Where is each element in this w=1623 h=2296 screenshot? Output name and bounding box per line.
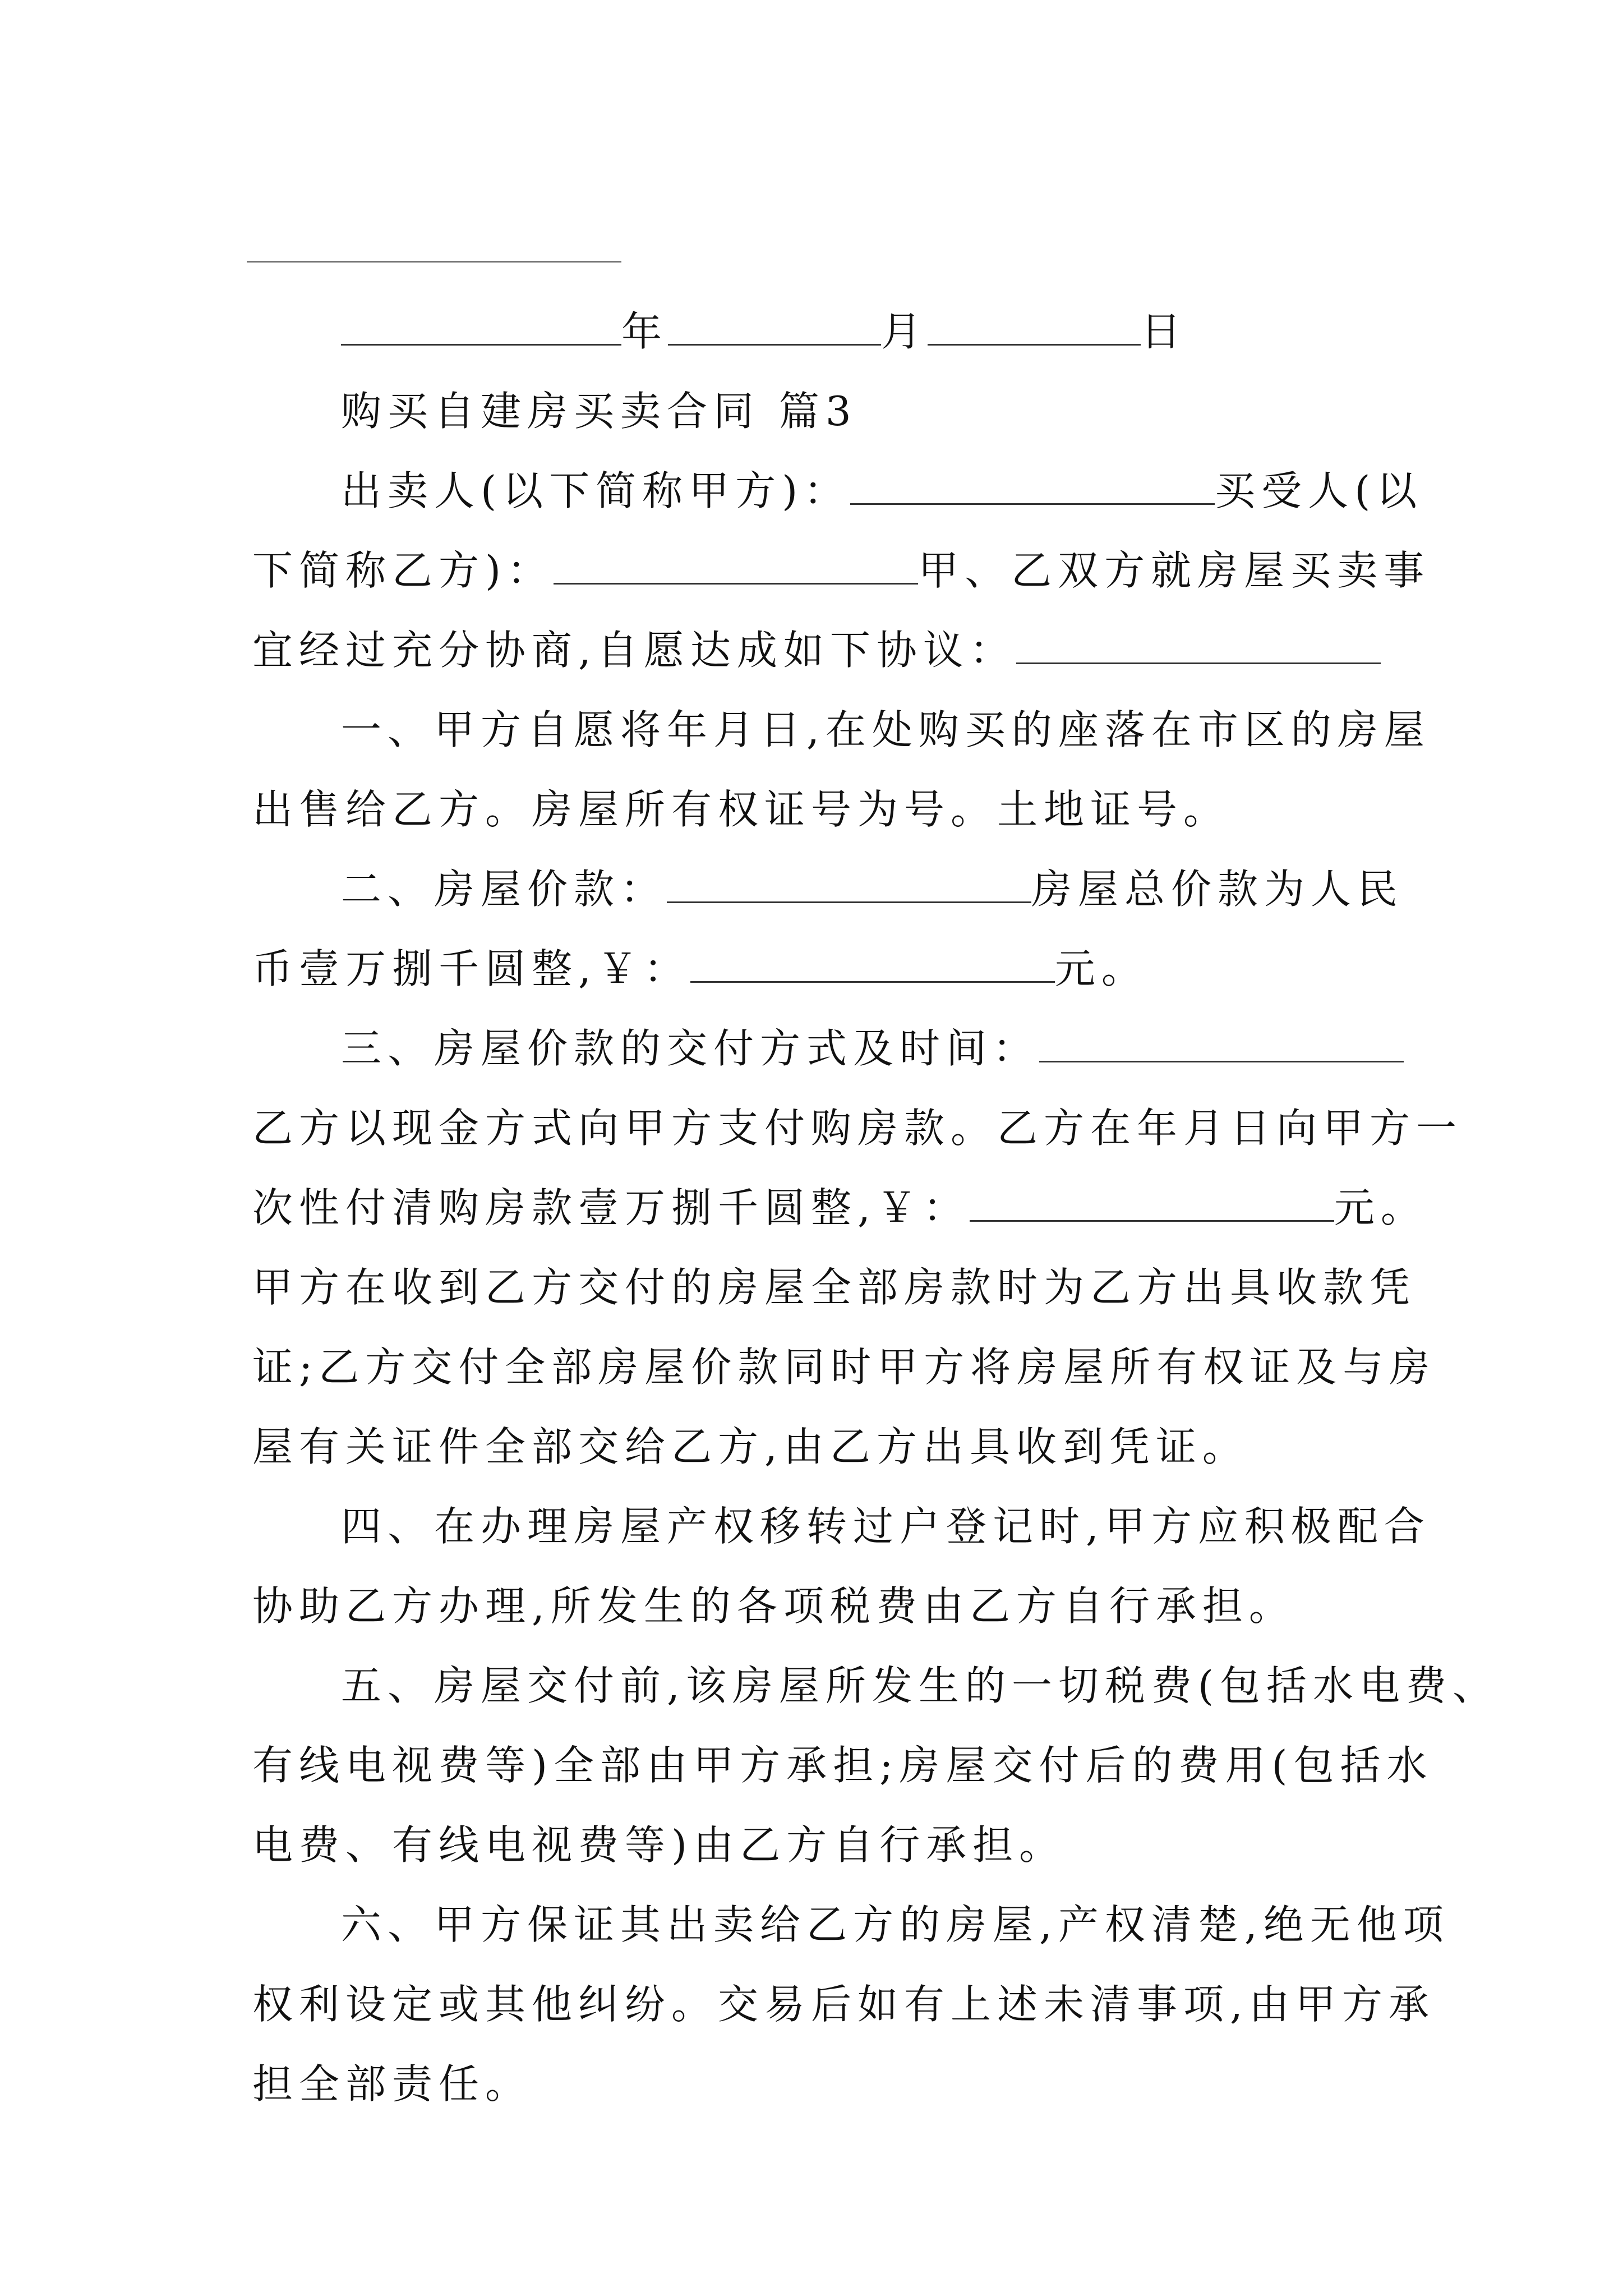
fill-blank bbox=[1039, 1026, 1404, 1062]
year-label: 年 bbox=[621, 308, 668, 355]
paragraph-line: 四、在办理房屋产权移转过户登记时,甲方应积极配合 bbox=[341, 1503, 1431, 1550]
fill-blank bbox=[690, 946, 1055, 983]
day-label: 日 bbox=[1141, 308, 1188, 355]
paragraph-line: 有线电视费等)全部由甲方承担;房屋交付后的费用(包括水 bbox=[252, 1742, 1433, 1789]
text-segment: 元。 bbox=[1334, 1184, 1427, 1231]
paragraph-line bbox=[252, 929, 1391, 1009]
month-label: 月 bbox=[881, 308, 928, 355]
fill-blank bbox=[667, 867, 1031, 903]
text-segment: 元。 bbox=[1054, 945, 1148, 992]
paragraph-line: 电费、有线电视费等)由乙方自行承担。 bbox=[252, 1821, 1066, 1869]
paragraph-line: 五、房屋交付前,该房屋所发生的一切税费(包括水电费、 bbox=[341, 1662, 1499, 1709]
paragraph-line bbox=[252, 1168, 1427, 1248]
text-segment: 三、房屋价款的交付方式及时间： bbox=[341, 1025, 1040, 1072]
day-blank bbox=[928, 309, 1141, 346]
text-segment: 二、房屋价款： bbox=[341, 866, 667, 913]
paragraph-line: 六、甲方保证其出卖给乙方的房屋,产权清楚,绝无他项 bbox=[341, 1901, 1450, 1948]
text-segment: 甲、乙双方就房屋买卖事 bbox=[918, 547, 1431, 594]
paragraph-line bbox=[252, 531, 1431, 610]
fill-blank bbox=[1016, 628, 1381, 664]
fill-blank bbox=[554, 548, 918, 585]
paragraph-line: 协助乙方办理,所发生的各项税费由乙方自行承担。 bbox=[252, 1582, 1295, 1630]
month-blank bbox=[668, 309, 881, 346]
text-segment: 下简称乙方)： bbox=[252, 547, 554, 594]
text-segment: 出卖人(以下简称甲方)： bbox=[341, 467, 851, 514]
document-title: 购买自建房买卖合同 篇3 bbox=[341, 388, 857, 435]
year-blank bbox=[341, 309, 621, 346]
paragraph-line bbox=[252, 451, 1423, 531]
paragraph-line bbox=[252, 849, 1404, 929]
document-body bbox=[252, 292, 1499, 2124]
paragraph-line: 担全部责任。 bbox=[252, 2060, 532, 2108]
text-segment: 宜经过充分协商,自愿达成如下协议： bbox=[252, 627, 1016, 674]
paragraph-line bbox=[252, 610, 1391, 690]
date-line bbox=[252, 292, 1391, 371]
paragraph-line: 证;乙方交付全部房屋价款同时甲方将房屋所有权证及与房 bbox=[252, 1343, 1436, 1391]
paragraph-line: 一、甲方自愿将年月日,在处购买的座落在市区的房屋 bbox=[341, 706, 1431, 753]
top-divider-line bbox=[247, 261, 621, 263]
paragraph-line: 屋有关证件全部交给乙方,由乙方出具收到凭证。 bbox=[252, 1423, 1249, 1470]
paragraph-line: 乙方以现金方式向甲方支付购房款。乙方在年月日向甲方一 bbox=[252, 1105, 1463, 1152]
text-segment: 房屋总价款为人民 bbox=[1031, 866, 1404, 913]
paragraph-line: 甲方在收到乙方交付的房屋全部房款时为乙方出具收款凭 bbox=[252, 1264, 1417, 1311]
fill-blank bbox=[970, 1185, 1334, 1222]
fill-blank bbox=[850, 468, 1215, 505]
paragraph-line: 权利设定或其他纠纷。交易后如有上述未清事项,由甲方承 bbox=[252, 1981, 1435, 2028]
text-segment: 买受人(以 bbox=[1215, 467, 1423, 514]
text-segment: 次性付清购房款壹万捌千圆整,￥： bbox=[252, 1184, 970, 1231]
paragraph-line: 出售给乙方。房屋所有权证号为号。土地证号。 bbox=[252, 786, 1230, 833]
text-segment: 币壹万捌千圆整,￥： bbox=[252, 945, 690, 992]
paragraph-line bbox=[252, 1009, 1391, 1088]
